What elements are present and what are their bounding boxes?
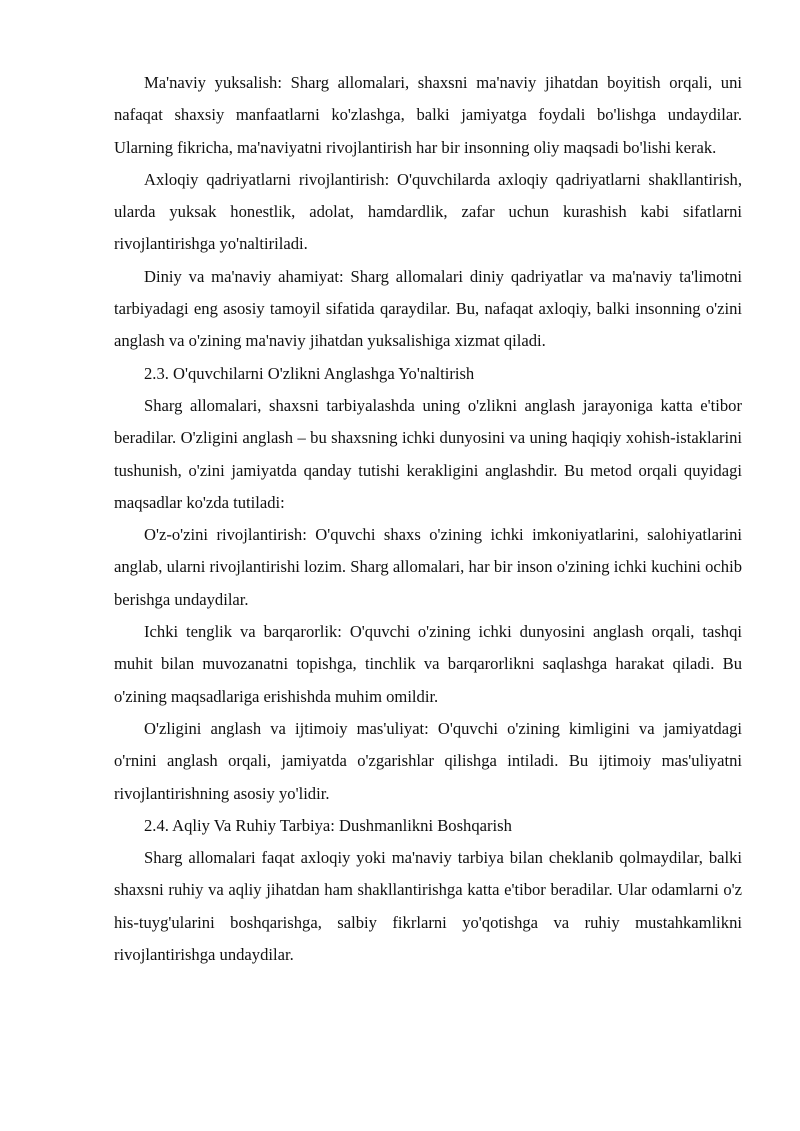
section-heading-2-4: 2.4. Aqliy Va Ruhiy Tarbiya: Dushmanlikni Boshqarish bbox=[144, 815, 512, 835]
paragraph-religious-significance: Diniy va ma'naviy ahamiyat: Sharg allomalari diniy qadriyatlar va ma'naviy ta'limotni tarbiyadagi eng asosiy tamoyil sifatida qaraydilar. Bu, nafaqat axloqiy, balki insonning o'zini anglash va o'zining ma'naviy jihatdan yuksalishiga xizmat qiladi. bbox=[114, 266, 742, 351]
document-page bbox=[114, 67, 742, 971]
paragraph-spiritual-growth: Ma'naviy yuksalish: Sharg allomalari, shaxsni ma'naviy jihatdan boyitish orqali, uni nafaqat shaxsiy manfaatlarni ko'zlashga, balki jamiyatga foydali bo'lishga undaydilar. Ularning fikricha, ma'naviyatni rivojlantirish har bir insonning oliy maqsadi bo'lishi kerak. bbox=[114, 73, 742, 157]
paragraph-self-development: O'z-o'zini rivojlantirish: O'quvchi shaxs o'zining ichki imkoniyatlarini, salohiyatlarini anglab, ularni rivojlantirishi lozim. Sharg allomalari, har bir inson o'zining ichki kuchini ochib berishga undaydilar. bbox=[114, 525, 742, 609]
paragraph-moral-values: Axloqiy qadriyatlarni rivojlantirish: O'quvchilarda axloqiy qadriyatlarni shakllantirish, ularda yuksak honestlik, adolat, hamdardlik, zafar uchun kurashish kabi sifatlarni rivojlantirishga yo'naltiriladi. bbox=[114, 169, 742, 254]
paragraph-mental-spiritual-upbringing: Sharg allomalari faqat axloqiy yoki ma'naviy tarbiya bilan cheklanib qolmaydilar, balki shaxsni ruhiy va aqliy jihatdan ham shakllantirishga katta e'tibor beradilar. Ular odamlarni o'z his-tuyg'ularini boshqarishga, salbiy fikrlarni yo'qotishga va ruhiy mustahkamlikni rivojlantirishga undaydilar. bbox=[114, 848, 742, 965]
paragraph-self-awareness-intro: Sharg allomalari, shaxsni tarbiyalashda uning o'zlikni anglash jarayoniga katta e'tibor beradilar. O'zligini anglash – bu shaxsning ichki dunyosini va uning haqiqiy xohish-istaklarini tushunish, o'zini jamiyatda qanday tutishi kerakligini anglashdir. Bu metod orqali quyidagi maqsadlar ko'zda tutiladi: bbox=[114, 395, 742, 512]
paragraph-inner-balance: Ichki tenglik va barqarorlik: O'quvchi o'zining ichki dunyosini anglash orqali, tashqi muhit bilan muvozanatni topishga, tinchlik va barqarorlikni saqlashga harakat qiladi. Bu o'zining maqsadlariga erishishda muhim omildir. bbox=[114, 622, 742, 706]
section-heading-2-3: 2.3. O'quvchilarni O'zlikni Anglashga Yo'naltirish bbox=[144, 363, 475, 383]
paragraph-social-responsibility: O'zligini anglash va ijtimoiy mas'uliyat: O'quvchi o'zining kimligini va jamiyatdagi o'rnini anglash orqali, jamiyatda o'zgarishlar qilishga intiladi. Bu ijtimoiy mas'uliyatni rivojlantirishning asosiy yo'lidir. bbox=[114, 718, 742, 803]
